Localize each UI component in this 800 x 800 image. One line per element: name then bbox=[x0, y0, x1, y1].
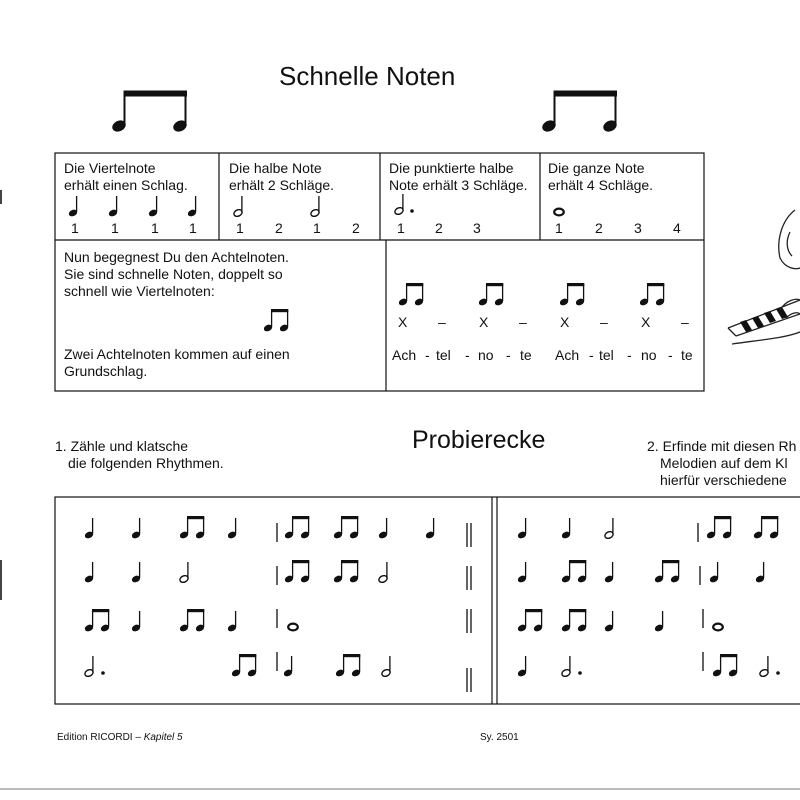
syllable: - bbox=[425, 347, 430, 363]
count-number: 1 bbox=[555, 220, 563, 236]
count-number: 1 bbox=[397, 220, 405, 236]
count-number: 1 bbox=[189, 220, 197, 236]
syllable: te bbox=[681, 347, 693, 363]
syllable: no bbox=[478, 347, 494, 363]
footer-publisher: Edition RICORDI – Kapitel 5 bbox=[57, 732, 183, 743]
count-number: 3 bbox=[473, 220, 481, 236]
count-number: 2 bbox=[595, 220, 603, 236]
syllable: - bbox=[465, 347, 470, 363]
beat-mark: X bbox=[398, 314, 408, 330]
beat-mark: – bbox=[519, 314, 527, 330]
beat-mark: X bbox=[641, 314, 651, 330]
eighth-intro-text: Nun begegnest Du den Achtelnoten. Sie sind schnelle Noten, doppelt so schnell wie Viertelnoten: bbox=[64, 249, 289, 299]
count-number: 1 bbox=[151, 220, 159, 236]
count-number: 1 bbox=[71, 220, 79, 236]
syllable: Ach bbox=[392, 347, 417, 363]
count-number: 1 bbox=[111, 220, 119, 236]
count-number: 1 bbox=[236, 220, 244, 236]
footer-code: Sy. 2501 bbox=[480, 732, 519, 743]
eighth-beat-text: Zwei Achtelnoten kommen auf einen Grundschlag. bbox=[64, 346, 290, 379]
count-number: 3 bbox=[634, 220, 642, 236]
task-1-text: 1. Zähle und klatsche die folgenden Rhythmen. bbox=[55, 438, 224, 471]
section-heading: Probierecke bbox=[412, 426, 546, 454]
count-number: 2 bbox=[275, 220, 283, 236]
count-number: 4 bbox=[673, 220, 681, 236]
cell-half-text: Die halbe Note erhält 2 Schläge. bbox=[229, 160, 335, 193]
beat-mark: – bbox=[681, 314, 689, 330]
syllable: te bbox=[520, 347, 532, 363]
count-number: 1 bbox=[313, 220, 321, 236]
syllable: tel bbox=[599, 347, 614, 363]
syllable: no bbox=[641, 347, 657, 363]
page-title: Schnelle Noten bbox=[279, 61, 456, 91]
count-number: 2 bbox=[435, 220, 443, 236]
cell-whole-text: Die ganze Note erhält 4 Schläge. bbox=[548, 160, 654, 193]
piano-illustration bbox=[728, 210, 800, 344]
syllable: Ach bbox=[555, 347, 580, 363]
syllable: - bbox=[589, 347, 594, 363]
cell-quarter-text: Die Viertelnote erhält einen Schlag. bbox=[64, 160, 188, 193]
beat-mark: X bbox=[560, 314, 570, 330]
syllable: - bbox=[627, 347, 632, 363]
task-2-text: 2. Erfinde mit diesen Rh Melodien auf dem Kl hierfür verschiedene bbox=[647, 438, 797, 488]
syllable: - bbox=[506, 347, 511, 363]
syllable: - bbox=[668, 347, 673, 363]
count-number: 2 bbox=[352, 220, 360, 236]
cell-dotted-half-text: Die punktierte halbe Note erhält 3 Schläge. bbox=[389, 160, 528, 193]
beat-mark: – bbox=[438, 314, 446, 330]
beat-mark: – bbox=[600, 314, 608, 330]
syllable: tel bbox=[436, 347, 451, 363]
beat-mark: X bbox=[479, 314, 489, 330]
